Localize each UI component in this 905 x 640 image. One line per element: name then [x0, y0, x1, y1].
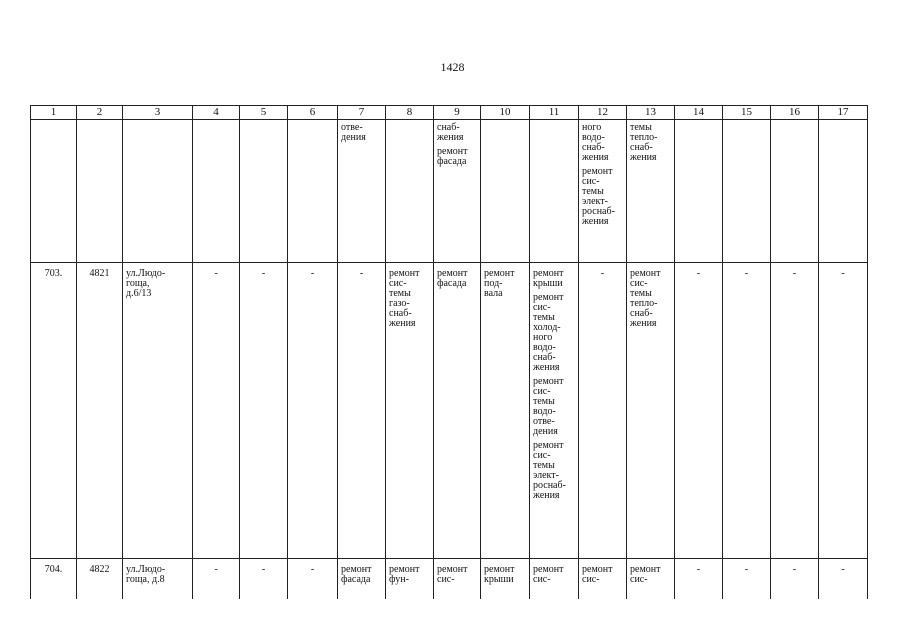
cell-line: крыши [484, 574, 514, 585]
cell-line: ремонт [437, 146, 468, 157]
cell-line: д.6/13 [126, 288, 152, 299]
row-number: 704. [31, 559, 77, 600]
table-cell [530, 559, 579, 600]
table-cell: - [771, 559, 819, 600]
cell-line: темы [533, 312, 555, 323]
cell-paragraph [437, 147, 480, 167]
table-cell [771, 120, 819, 263]
cell-line: ремонт [389, 268, 420, 279]
cell-line: ремонт [533, 292, 564, 303]
cell-line: жения [582, 152, 609, 163]
table-cell: - [819, 263, 868, 559]
table-cell [434, 263, 481, 559]
cell-line: отве- [341, 122, 363, 133]
table-cell [123, 120, 193, 263]
cell-line: жения [533, 490, 560, 501]
cell-line: сис- [630, 574, 648, 585]
header-cell: 14 [675, 106, 723, 120]
cell-line: жения [630, 318, 657, 329]
cell-line: фасада [437, 278, 467, 289]
table-cell [193, 120, 240, 263]
table-cell [338, 120, 386, 263]
cell-line: ремонт [389, 564, 420, 575]
cell-line: снаб- [630, 142, 653, 153]
table-row-704 [31, 559, 868, 600]
row-number: 703. [31, 263, 77, 559]
cell-line: фасада [437, 156, 467, 167]
cell-line: ремонт [484, 564, 515, 575]
cell-line: сис- [437, 574, 455, 585]
cell-line: крыши [533, 278, 563, 289]
cell-line: снаб- [437, 122, 460, 133]
cell-paragraph [630, 565, 674, 585]
cell-paragraph [341, 123, 385, 143]
cell-line: ремонт [630, 268, 661, 279]
table-cell [819, 120, 868, 263]
header-cell: 7 [338, 106, 386, 120]
cell-paragraph [582, 123, 626, 163]
header-cell: 5 [240, 106, 288, 120]
cell-paragraph [437, 269, 480, 289]
cell-line: ремонт [582, 166, 613, 177]
table-cell: - [240, 559, 288, 600]
header-cell: 12 [579, 106, 627, 120]
table-cell: - [288, 559, 338, 600]
header-cell: 11 [530, 106, 579, 120]
cell-line: ремонт [630, 564, 661, 575]
cell-line: ремонт [437, 564, 468, 575]
cell-line: фасада [341, 574, 371, 585]
table-cell [481, 559, 530, 600]
table-cell: - [338, 263, 386, 559]
table-row-continuation [31, 120, 868, 263]
cell-paragraph [533, 269, 578, 289]
cell-paragraph [630, 269, 674, 329]
cell-line: фун- [389, 574, 409, 585]
table-row-703 [31, 263, 868, 559]
cell-line: под- [484, 278, 503, 289]
table-cell: - [675, 263, 723, 559]
table-cell [386, 120, 434, 263]
table-cell [530, 263, 579, 559]
cell-paragraph [341, 565, 385, 585]
cell-line: роснаб- [582, 206, 615, 217]
cell-line: элект- [582, 196, 608, 207]
table-cell: - [675, 559, 723, 600]
cell-line: элект- [533, 470, 559, 481]
cell-line: снаб- [389, 308, 412, 319]
cell-paragraph [437, 123, 480, 143]
table-cell [77, 120, 123, 263]
header-cell: 17 [819, 106, 868, 120]
header-cell: 13 [627, 106, 675, 120]
header-cell: 4 [193, 106, 240, 120]
table-cell [31, 120, 77, 263]
cell-line: сис- [533, 574, 551, 585]
cell-line: жения [582, 216, 609, 227]
table-cell: - [193, 559, 240, 600]
cell-paragraph [533, 565, 578, 585]
cell-line: снаб- [630, 308, 653, 319]
cell-line: ремонт [533, 376, 564, 387]
table-cell [434, 120, 481, 263]
cell-line: жения [437, 132, 464, 143]
cell-paragraph [533, 377, 578, 437]
table-cell: - [819, 559, 868, 600]
table-wrapper [30, 105, 868, 599]
cell-line: жения [533, 362, 560, 373]
cell-line: ремонт [533, 440, 564, 451]
row-code: 4821 [77, 263, 123, 559]
cell-paragraph [533, 441, 578, 501]
table-cell [481, 120, 530, 263]
header-cell: 9 [434, 106, 481, 120]
cell-paragraph [389, 269, 433, 329]
cell-line: водо- [533, 406, 556, 417]
table-cell: - [723, 559, 771, 600]
table-cell [481, 263, 530, 559]
header-cell: 3 [123, 106, 193, 120]
cell-line: снаб- [533, 352, 556, 363]
cell-line: темы [630, 122, 652, 133]
table-cell [627, 263, 675, 559]
table-cell: - [193, 263, 240, 559]
table-cell [240, 120, 288, 263]
cell-line: сис- [582, 176, 600, 187]
table-cell: - [579, 263, 627, 559]
table-cell: - [723, 263, 771, 559]
row-code: 4822 [77, 559, 123, 600]
cell-line: жения [389, 318, 416, 329]
cell-line: ного [533, 332, 553, 343]
cell-line: отве- [533, 416, 555, 427]
cell-paragraph [582, 167, 626, 227]
cell-line: сис- [533, 302, 551, 313]
cell-line: сис- [389, 278, 407, 289]
cell-line: ремонт [341, 564, 372, 575]
cell-line: жения [630, 152, 657, 163]
table-cell [675, 120, 723, 263]
cell-line: газо- [389, 298, 410, 309]
cell-paragraph [484, 269, 529, 299]
cell-line: ул.Людо- [126, 268, 166, 279]
cell-paragraph [630, 123, 674, 163]
cell-line: гоща, д.8 [126, 574, 165, 585]
cell-line: ремонт [533, 268, 564, 279]
table-cell [434, 559, 481, 600]
cell-line: сис- [630, 278, 648, 289]
cell-paragraph [437, 565, 480, 585]
cell-paragraph [582, 565, 626, 585]
header-cell: 2 [77, 106, 123, 120]
table-cell [386, 559, 434, 600]
cell-line: ремонт [437, 268, 468, 279]
cell-line: сис- [582, 574, 600, 585]
cell-line: вала [484, 288, 503, 299]
table-cell [579, 120, 627, 263]
cell-line: сис- [533, 450, 551, 461]
cell-line: темы [389, 288, 411, 299]
table-cell: - [240, 263, 288, 559]
table-cell [579, 559, 627, 600]
table-cell [386, 263, 434, 559]
header-cell: 8 [386, 106, 434, 120]
cell-line: дения [341, 132, 366, 143]
cell-line: ремонт [484, 268, 515, 279]
table-cell [627, 559, 675, 600]
cell-line: темы [630, 288, 652, 299]
row-address [123, 559, 193, 600]
table-cell: - [288, 263, 338, 559]
cell-line: сис- [533, 386, 551, 397]
cell-line: снаб- [582, 142, 605, 153]
row-address [123, 263, 193, 559]
cell-line: темы [533, 460, 555, 471]
cell-line: холод- [533, 322, 561, 333]
cell-paragraph [533, 293, 578, 373]
cell-line: темы [533, 396, 555, 407]
cell-line: темы [582, 186, 604, 197]
page-number: 1428 [440, 60, 465, 74]
table-cell [627, 120, 675, 263]
cell-line: роснаб- [533, 480, 566, 491]
header-cell: 1 [31, 106, 77, 120]
cell-line: дения [533, 426, 558, 437]
table-cell [530, 120, 579, 263]
header-row [31, 106, 868, 120]
cell-line: водо- [533, 342, 556, 353]
cell-line: тепло- [630, 298, 658, 309]
cell-line: гоща, [126, 278, 150, 289]
table-cell [338, 559, 386, 600]
cell-paragraph [389, 565, 433, 585]
cell-line: водо- [582, 132, 605, 143]
table-cell [723, 120, 771, 263]
cell-line: ного [582, 122, 602, 133]
cell-paragraph [484, 565, 529, 585]
repair-table [30, 105, 868, 599]
cell-line: ремонт [533, 564, 564, 575]
table-cell: - [771, 263, 819, 559]
header-cell: 10 [481, 106, 530, 120]
header-cell: 6 [288, 106, 338, 120]
cell-line: тепло- [630, 132, 658, 143]
cell-line: ремонт [582, 564, 613, 575]
header-cell: 16 [771, 106, 819, 120]
table-cell [288, 120, 338, 263]
header-cell: 15 [723, 106, 771, 120]
cell-line: ул.Людо- [126, 564, 166, 575]
